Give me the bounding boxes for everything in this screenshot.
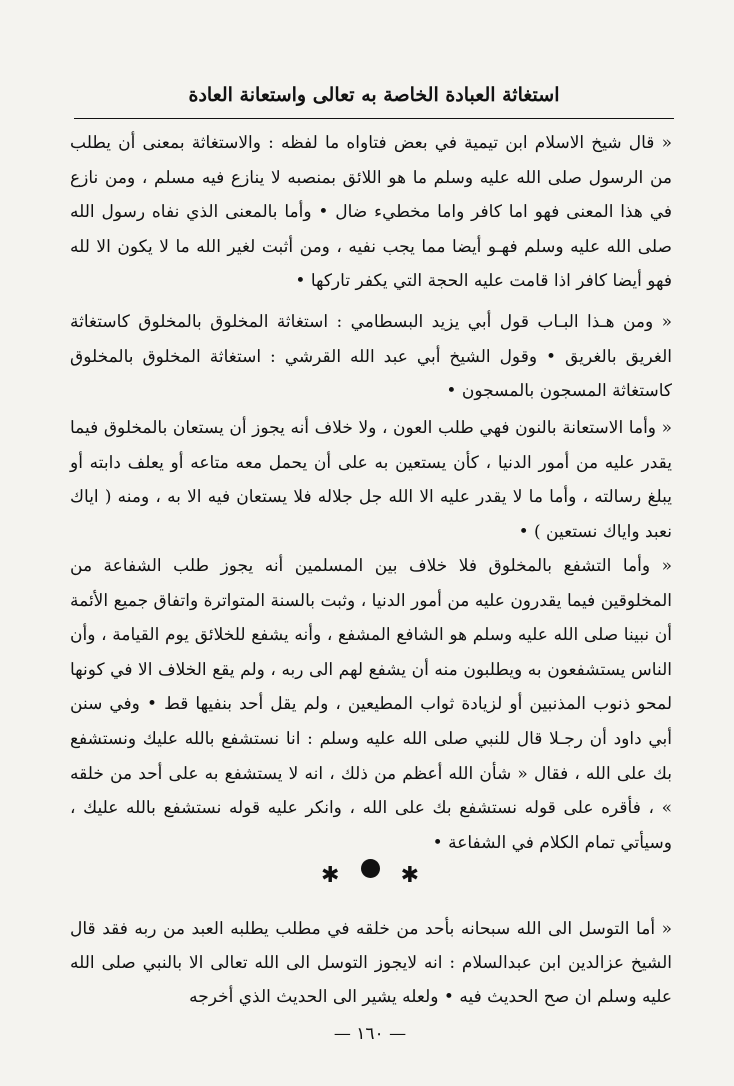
star-ornament-icon: ✱: [400, 863, 420, 888]
paragraph-tawassul: « أما التوسل الى الله سبحانه بأحد من خلقه في مطلب يطلبه العبد من ربه فقد قال الشيخ عزالدين ابن عبدالسلام : انه لايجوز التوسل الى الله تعالى الا بالنبي صلى الله عليه وسلم ان صح الحديث فيه • ولعله يشير الى الحديث الذي أخرجه: [70, 919, 672, 1007]
paragraph-istighatha: « قال شيخ الاسلام ابن تيمية في بعض فتاواه ما لفظه : والاستغاثة بمعنى أن يطلب من الرسول صلى الله عليه وسلم ما هو اللائق بمنصبه لا ينازع فيه مسلم ، ومن نازع في هذا المعنى فهو اما كافر واما مخطيء ضال • وأما بالمعنى الذي نفاه رسول الله صلى الله عليه وسلم فهـو أيضا مما يجب نفيه ، ومن أثبت لغير الله ما لا يكون الا لله فهو أيضا كافر اذا قامت عليه الحجة التي يكفر تاركها •: [70, 133, 672, 292]
paragraph-bistami-quote: « ومن هـذا البـاب قول أبي يزيد البسطامي : استغاثة المخلوق بالمخلوق كاستغاثة الغريق بالغريق • وقول الشيخ أبي عبد الله القرشي : استغاثة المخلوق بالمخلوق كاستغاثة المسجون بالمسجون •: [70, 312, 672, 402]
page-header-title: استغاثة العبادة الخاصة به تعالى واستعانة العادة: [188, 84, 560, 106]
header-divider: [74, 118, 674, 119]
paragraph-tashaffu: « وأما التشفع بالمخلوق فلا خلاف بين المسلمين أنه يجوز طلب الشفاعة من المخلوقين فيما يقدرون عليه من أمور الدنيا ، وثبت بالسنة المتواترة واتفاق جميع الأئمة أن نبينا صلى الله عليه وسلم هو الشافع المشفع ، وأنه يشفع للخلائق يوم القيامة ، وأن الناس يستشفعون به ويطلبون منه أن يشفع لهم الى ربه ، ولم يقع الخلاف الا في كونها لمحو ذنوب المذنبين أو لزيادة ثواب المطيعين ، ولم يقل أحد بنفيها قط • وفي سنن أبي داود أن رجـلا قال للنبي صلى الله عليه وسلم : انا نستشفع بالله عليك ونستشفع بك على الله ، فقال « شأن الله أعظم من ذلك ، انه لا يستشفع به على أحد من خلقه » ، فأقره على قوله نستشفع بك على الله ، وانكر عليه قوله نستشفع بالله عليك ، وسيأتي تمام الكلام في الشفاعة •: [70, 556, 672, 853]
dot-ornament-icon: [361, 859, 380, 878]
star-ornament-icon: ✱: [320, 863, 340, 888]
page-number: — ١٦٠ —: [333, 1024, 407, 1044]
section-separator: [300, 858, 440, 894]
paragraph-istiana: « وأما الاستعانة بالنون فهي طلب العون ، ولا خلاف أنه يجوز أن يستعان بالمخلوق فيما يقدر عليه من أمور الدنيا ، كأن يستعين به على أن يحمل معه متاعه أو يعلف دابته أو يبلغ رسالته ، وأما ما لا يقدر عليه الا الله جل جلاله فلا يستعان فيه الا به ، ومنه ( اياك نعبد واياك نستعين ) •: [70, 418, 672, 542]
